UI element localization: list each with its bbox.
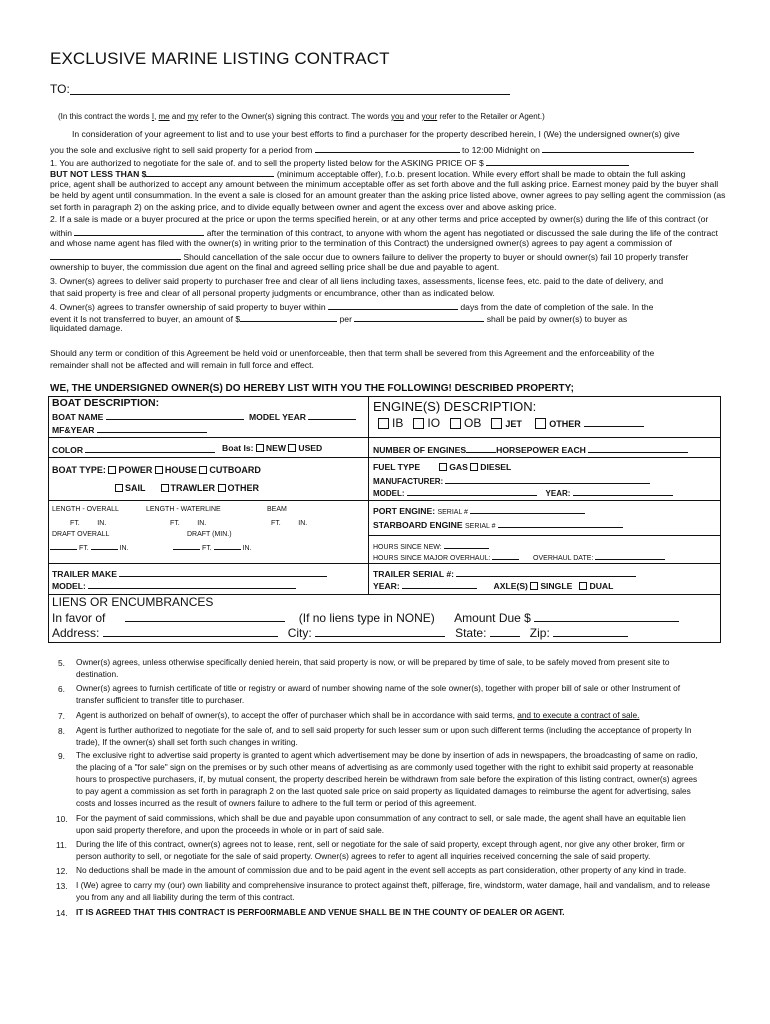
horsepower-field[interactable] [588, 443, 688, 453]
transfer-days-field[interactable] [328, 300, 458, 310]
hours-overhaul-field[interactable] [492, 552, 519, 560]
house-checkbox[interactable] [155, 466, 163, 474]
sail-checkbox[interactable] [115, 484, 123, 492]
used-checkbox[interactable] [288, 444, 296, 452]
engine-model-row: MODEL: YEAR: [373, 486, 673, 499]
clause-9-line-5: costs and losses incurred as the result of owners failure to adhere to the full term or period of this agreement. [76, 798, 477, 808]
clause-6-line-2: transfer sufficient to transfer title to purchaser. [76, 695, 245, 705]
draft-min-ft-field[interactable] [173, 542, 200, 550]
property-list-heading: WE, THE UNDERSIGNED OWNER(S) DO HEREBY LIST WITH YOU THE FOLLOWING! DESCRIBED PROPERTY; [50, 383, 574, 394]
trailer-model-row: MODEL: [52, 579, 296, 592]
draft-ft-field[interactable] [50, 542, 77, 550]
trailer-serial-field[interactable] [456, 567, 636, 577]
trailer-make-field[interactable] [119, 567, 327, 577]
clause-10-line-2: upon said property therefore, and upon the proceeds in whole or in part of said sale. [76, 825, 385, 835]
clause-13-line-1: I (We) agree to carry my (our) own liability and comprehensive insurance to protect against theft, pilferage, fire, windstorm, water damage, hail and vandalism, and to release [76, 880, 710, 890]
clause-9-line-4: to pay agent a commission as set forth in paragraph 2 on the last quoted sale price on said property as liquidated damages to reimburse the agent for advertising, sales [76, 786, 691, 796]
engine-type-row: IB IO OB JET OTHER [378, 416, 644, 430]
beam-label: BEAM [267, 506, 287, 513]
model-year-field[interactable] [308, 410, 356, 420]
draft-overall-label: DRAFT OVERALL [52, 531, 110, 538]
clause-11-line-1: During the life of this contract, owner(s) agrees not to lease, rent, sell or negotiate for the sale of said property, except through agent, nor give any other broker, firm or [76, 839, 685, 849]
starboard-engine-row: STARBOARD ENGINE SERIAL # [373, 518, 623, 532]
asking-price-field[interactable] [486, 156, 629, 166]
length-overall-label: LENGTH - OVERALL [52, 506, 119, 513]
liens-label: LIENS OR ENCUMBRANCES [52, 595, 214, 609]
diesel-checkbox[interactable] [470, 463, 478, 471]
intro-line-2: you the sole and exclusive right to sell said property for a period from to 12:00 Midnight on [50, 143, 694, 156]
definitions-note: (In this contract the words I, me and my refer to the Owner(s) signing this contract. The words you and your refer to the Retailer or Agent.) [58, 112, 545, 121]
engine-model-field[interactable] [407, 486, 537, 496]
trailer-model-field[interactable] [88, 579, 296, 589]
overhaul-date-field[interactable] [595, 552, 665, 560]
in-favor-field[interactable] [125, 610, 285, 622]
clause-number: 11. [56, 840, 67, 850]
clause-7-line-1: Agent is authorized on behalf of owner(s), to accept the offer of purchaser which shall be in accordance with said terms, and to execute a contract of sale. [76, 710, 640, 720]
fuel-type-row: FUEL TYPE GAS DIESEL [373, 462, 512, 472]
damage-amount-field[interactable] [240, 312, 337, 322]
boat-is-row: Boat Is: NEW USED [222, 443, 323, 453]
mf-year-row: MF&YEAR [52, 423, 207, 436]
clause-9-line-2: the placing of a "for sale" sign on the premises or by such other means of advertising as are commonly used together with the right to exhibit said property at reasonable [76, 762, 694, 772]
p1-line-1: 1. You are authorized to negotiate for the sale of. and to sell the property listed below for the ASKING PRICE OF $ [50, 156, 629, 169]
boat-type-row: BOAT TYPE: POWER HOUSE CUTBOARD [52, 465, 261, 475]
model-year-row: MODEL YEAR [249, 410, 356, 423]
address-field[interactable] [103, 625, 278, 637]
draft-min-label: DRAFT (MIN.) [187, 531, 232, 538]
draft-min-in-field[interactable] [214, 542, 241, 550]
hours-overhaul-row: HOURS SINCE MAJOR OVERHAUL: OVERHAUL DATE: [373, 552, 665, 562]
intro-line-1: In consideration of your agreement to list and to use your best efforts to find a purchaser for the property described herein, I (We) the undersigned owner(s) give [72, 129, 680, 139]
clause-number: 12. [56, 866, 68, 876]
to-field[interactable] [70, 94, 510, 95]
new-checkbox[interactable] [256, 444, 264, 452]
trailer-serial-row: TRAILER SERIAL #: [373, 567, 636, 580]
other-engine-checkbox[interactable] [535, 418, 546, 429]
color-row: COLOR [52, 443, 215, 456]
period-from-field[interactable] [315, 143, 460, 153]
engine-year-field[interactable] [573, 486, 673, 496]
trawler-checkbox[interactable] [161, 484, 169, 492]
zip-field[interactable] [553, 625, 628, 637]
p1-line-3: price, agent shall be authorized to accept any amount between the minimum acceptable offer as set forth above and the full asking price. Earnest money paid by the buyer shall [50, 179, 719, 189]
clause-number: 9. [58, 751, 65, 761]
p2-line-2: within after the termination of this contract, to anyone with whom the agent has negotiated or discussed the sale during the life of the contract [50, 228, 718, 238]
loa-units: FT. IN. [70, 520, 107, 527]
clause-number: 6. [58, 684, 65, 694]
other-engine-field[interactable] [584, 417, 644, 427]
clause-number: 10. [56, 814, 68, 824]
hours-new-row: HOURS SINCE NEW: [373, 541, 489, 551]
hours-new-field[interactable] [444, 541, 489, 549]
p3-line-1: 3. Owner(s) agrees to deliver said property to purchaser free and clear of all liens including taxes, assessments, license fees, etc. paid to the date of delivery, and [50, 276, 664, 286]
p2-line-5: ownership to buyer, the commission due agent on the final and agreed selling price shall be due and payable to agent. [50, 262, 500, 272]
draft-min-units: FT. IN. [173, 542, 252, 552]
boat-type-row-2: SAIL TRAWLER OTHER [115, 483, 259, 493]
clause-5-line-1: Owner(s) agrees, unless otherwise specifically denied herein, that said property is now, or will be prepared by time of sale, to be safely moved from present site to [76, 657, 670, 667]
row-divider [48, 563, 721, 564]
trailer-year-field[interactable] [402, 579, 477, 589]
beam-units: FT. IN. [271, 520, 308, 527]
p1-line-2: BUT NOT LESS THAN $ (minimum acceptable offer), f.o.b. present location. While every effort shall be made to obtain the full asking [50, 169, 686, 179]
midnight-date-field[interactable] [542, 143, 694, 153]
page-title: EXCLUSIVE MARINE LISTING CONTRACT [50, 49, 390, 68]
p2-line-3: and whose name agent has filed with the owner(s) in writing prior to the termination of this Contract) the undersigned owner(s) agrees to pay agent a commission of [50, 238, 672, 248]
cutboard-checkbox[interactable] [199, 466, 207, 474]
clause-9-line-1: The exclusive right to advertise said property is granted to agent which advertisement may be done by insertion of ads in newspapers, the broadcasting of same on radio, [76, 750, 698, 760]
p4-line-2: event it Is not transferred to buyer, an amount of $ per shall be paid by owner(s) to buyer as [50, 314, 628, 324]
starboard-serial-field[interactable] [498, 518, 623, 528]
clause-12-line-1: No deductions shall be made in the amount of commission due and to be paid agent in the event sell accepts as part consideration, other property of any kind in trade. [76, 865, 687, 875]
lwl-units: FT. IN. [170, 520, 207, 527]
row-divider [48, 500, 721, 501]
boat-description-label: BOAT DESCRIPTION: [52, 397, 160, 409]
commission-field[interactable] [50, 250, 181, 260]
color-field[interactable] [85, 443, 215, 453]
manufacturer-field[interactable] [445, 474, 650, 484]
clause-8-line-2: trade), If the owner(s) shall set forth such changes in writing. [76, 737, 298, 747]
boat-name-row: BOAT NAME [52, 410, 244, 423]
clause-9-line-3: hours to prospective purchasers, if, by mutual consent, the property described herein be withdrawn from sale before the expiration of this listing contract, owner(s) agrees [76, 774, 698, 784]
num-engines-field[interactable] [466, 443, 496, 453]
single-axle-checkbox[interactable] [530, 582, 538, 590]
p2-line-4: Should cancellation of the sale occur due to owners failure to deliver the property to buyer or should owner(s) fail 10 properly transfer [50, 250, 688, 263]
p4-line-3: liquidated damage. [50, 323, 123, 333]
clause-number: 7. [58, 711, 65, 721]
row-divider [368, 535, 721, 536]
draft-in-field[interactable] [91, 542, 118, 550]
trailer-year-row: YEAR: AXLE(S) SINGLE DUAL [373, 581, 614, 591]
clause-13-line-2: you from any and all liability during the term of this contract. [76, 892, 295, 902]
power-checkbox[interactable] [108, 466, 116, 474]
jet-checkbox[interactable] [491, 418, 502, 429]
clause-5-line-2: destination. [76, 669, 119, 679]
amount-due-field[interactable] [534, 610, 679, 622]
p1-line-5: set forth in paragraph 2) on the asking price, and to divide equally between owner and agent the excess over and above asking price. [50, 202, 557, 212]
io-checkbox[interactable] [413, 418, 424, 429]
p3-line-2: that said property is free and clear of all personal property judgments or encumbrance, other than as indicated below. [50, 288, 495, 298]
dual-axle-checkbox[interactable] [579, 582, 587, 590]
port-engine-row: PORT ENGINE: SERIAL # [373, 504, 585, 518]
p2-line-1: 2. If a sale is made or a buyer procured at the price or upon the terms specified herein, or at any other terms and price accepted by owner(s) during the life of this contract (or [50, 214, 709, 224]
to-label: TO: [50, 82, 70, 96]
within-days-field[interactable] [74, 226, 204, 236]
damage-per-field[interactable] [354, 312, 484, 322]
clause-10-line-1: For the payment of said commissions, which shall be due and payable upon consummation of any contract to sell, or sale made, the agent shall have an equitable lien [76, 813, 686, 823]
manufacturer-row: MANUFACTURER: [373, 474, 650, 487]
port-serial-field[interactable] [470, 504, 585, 514]
city-field[interactable] [315, 625, 445, 637]
form-center-divider [368, 396, 369, 594]
clause-6-line-1: Owner(s) agrees to furnish certificate of title or registry or award of number showing name of the sole owner(s), together with proper bill of sale or other Instrument of [76, 683, 681, 693]
ob-checkbox[interactable] [450, 418, 461, 429]
row-divider [48, 457, 721, 458]
state-field[interactable] [490, 625, 520, 637]
min-offer-field[interactable] [146, 167, 274, 177]
boat-name-field[interactable] [106, 410, 244, 420]
address-row: Address: City: State: Zip: [52, 625, 628, 640]
clause-8-line-1: Agent is further authorized to negotiate for the sale of, and to sell said property for such lesser sum or upon such different terms (including the acceptance of property In [76, 725, 692, 735]
p4-line-1: 4. Owner(s) agrees to transfer ownership of said property to buyer within days from the date of completion of the sale. In the [50, 302, 654, 312]
gas-checkbox[interactable] [439, 463, 447, 471]
draft-overall-units: FT. IN. [50, 542, 129, 552]
clause-11-line-2: person authority to sell, or negotiate for the sale of said property. Owner(s) agrees to refer to agent all inquiries received concerning the sale of said property. [76, 851, 651, 861]
clause-number: 14. [56, 908, 68, 918]
engines-row: NUMBER OF ENGINES HORSEPOWER EACH [373, 443, 688, 456]
length-waterline-label: LENGTH - WATERLINE [146, 506, 221, 513]
severability-line-1: Should any term or condition of this Agreement be held void or unenforceable, then that term shall be severed from this Agreement and the enforceability of the [50, 348, 655, 358]
p1-line-4: be held by agent until consummation. In the event a sale is closed for an amount greater than the asking price listed above, owner agrees to pay selling agent the commission (as [50, 190, 726, 200]
in-favor-row: In favor of (If no liens type in NONE) Amount Due $ [52, 610, 679, 625]
severability-line-2: remainder shall not be affected and will remain in full force and effect. [50, 360, 314, 370]
clause-number: 5. [58, 658, 65, 668]
ib-checkbox[interactable] [378, 418, 389, 429]
clause-number: 8. [58, 726, 65, 736]
mf-year-field[interactable] [97, 423, 207, 433]
trailer-make-row: TRAILER MAKE [52, 567, 327, 580]
clause-14-line-1: IT IS AGREED THAT THIS CONTRACT IS PERFO0RMABLE AND VENUE SHALL BE IN THE COUNTY OF DEALER OR AGENT. [76, 907, 565, 917]
clause-number: 13. [56, 881, 68, 891]
engine-description-label: ENGINE(S) DESCRIPTION: [373, 399, 537, 414]
row-divider [48, 437, 721, 438]
other-type-checkbox[interactable] [218, 484, 226, 492]
